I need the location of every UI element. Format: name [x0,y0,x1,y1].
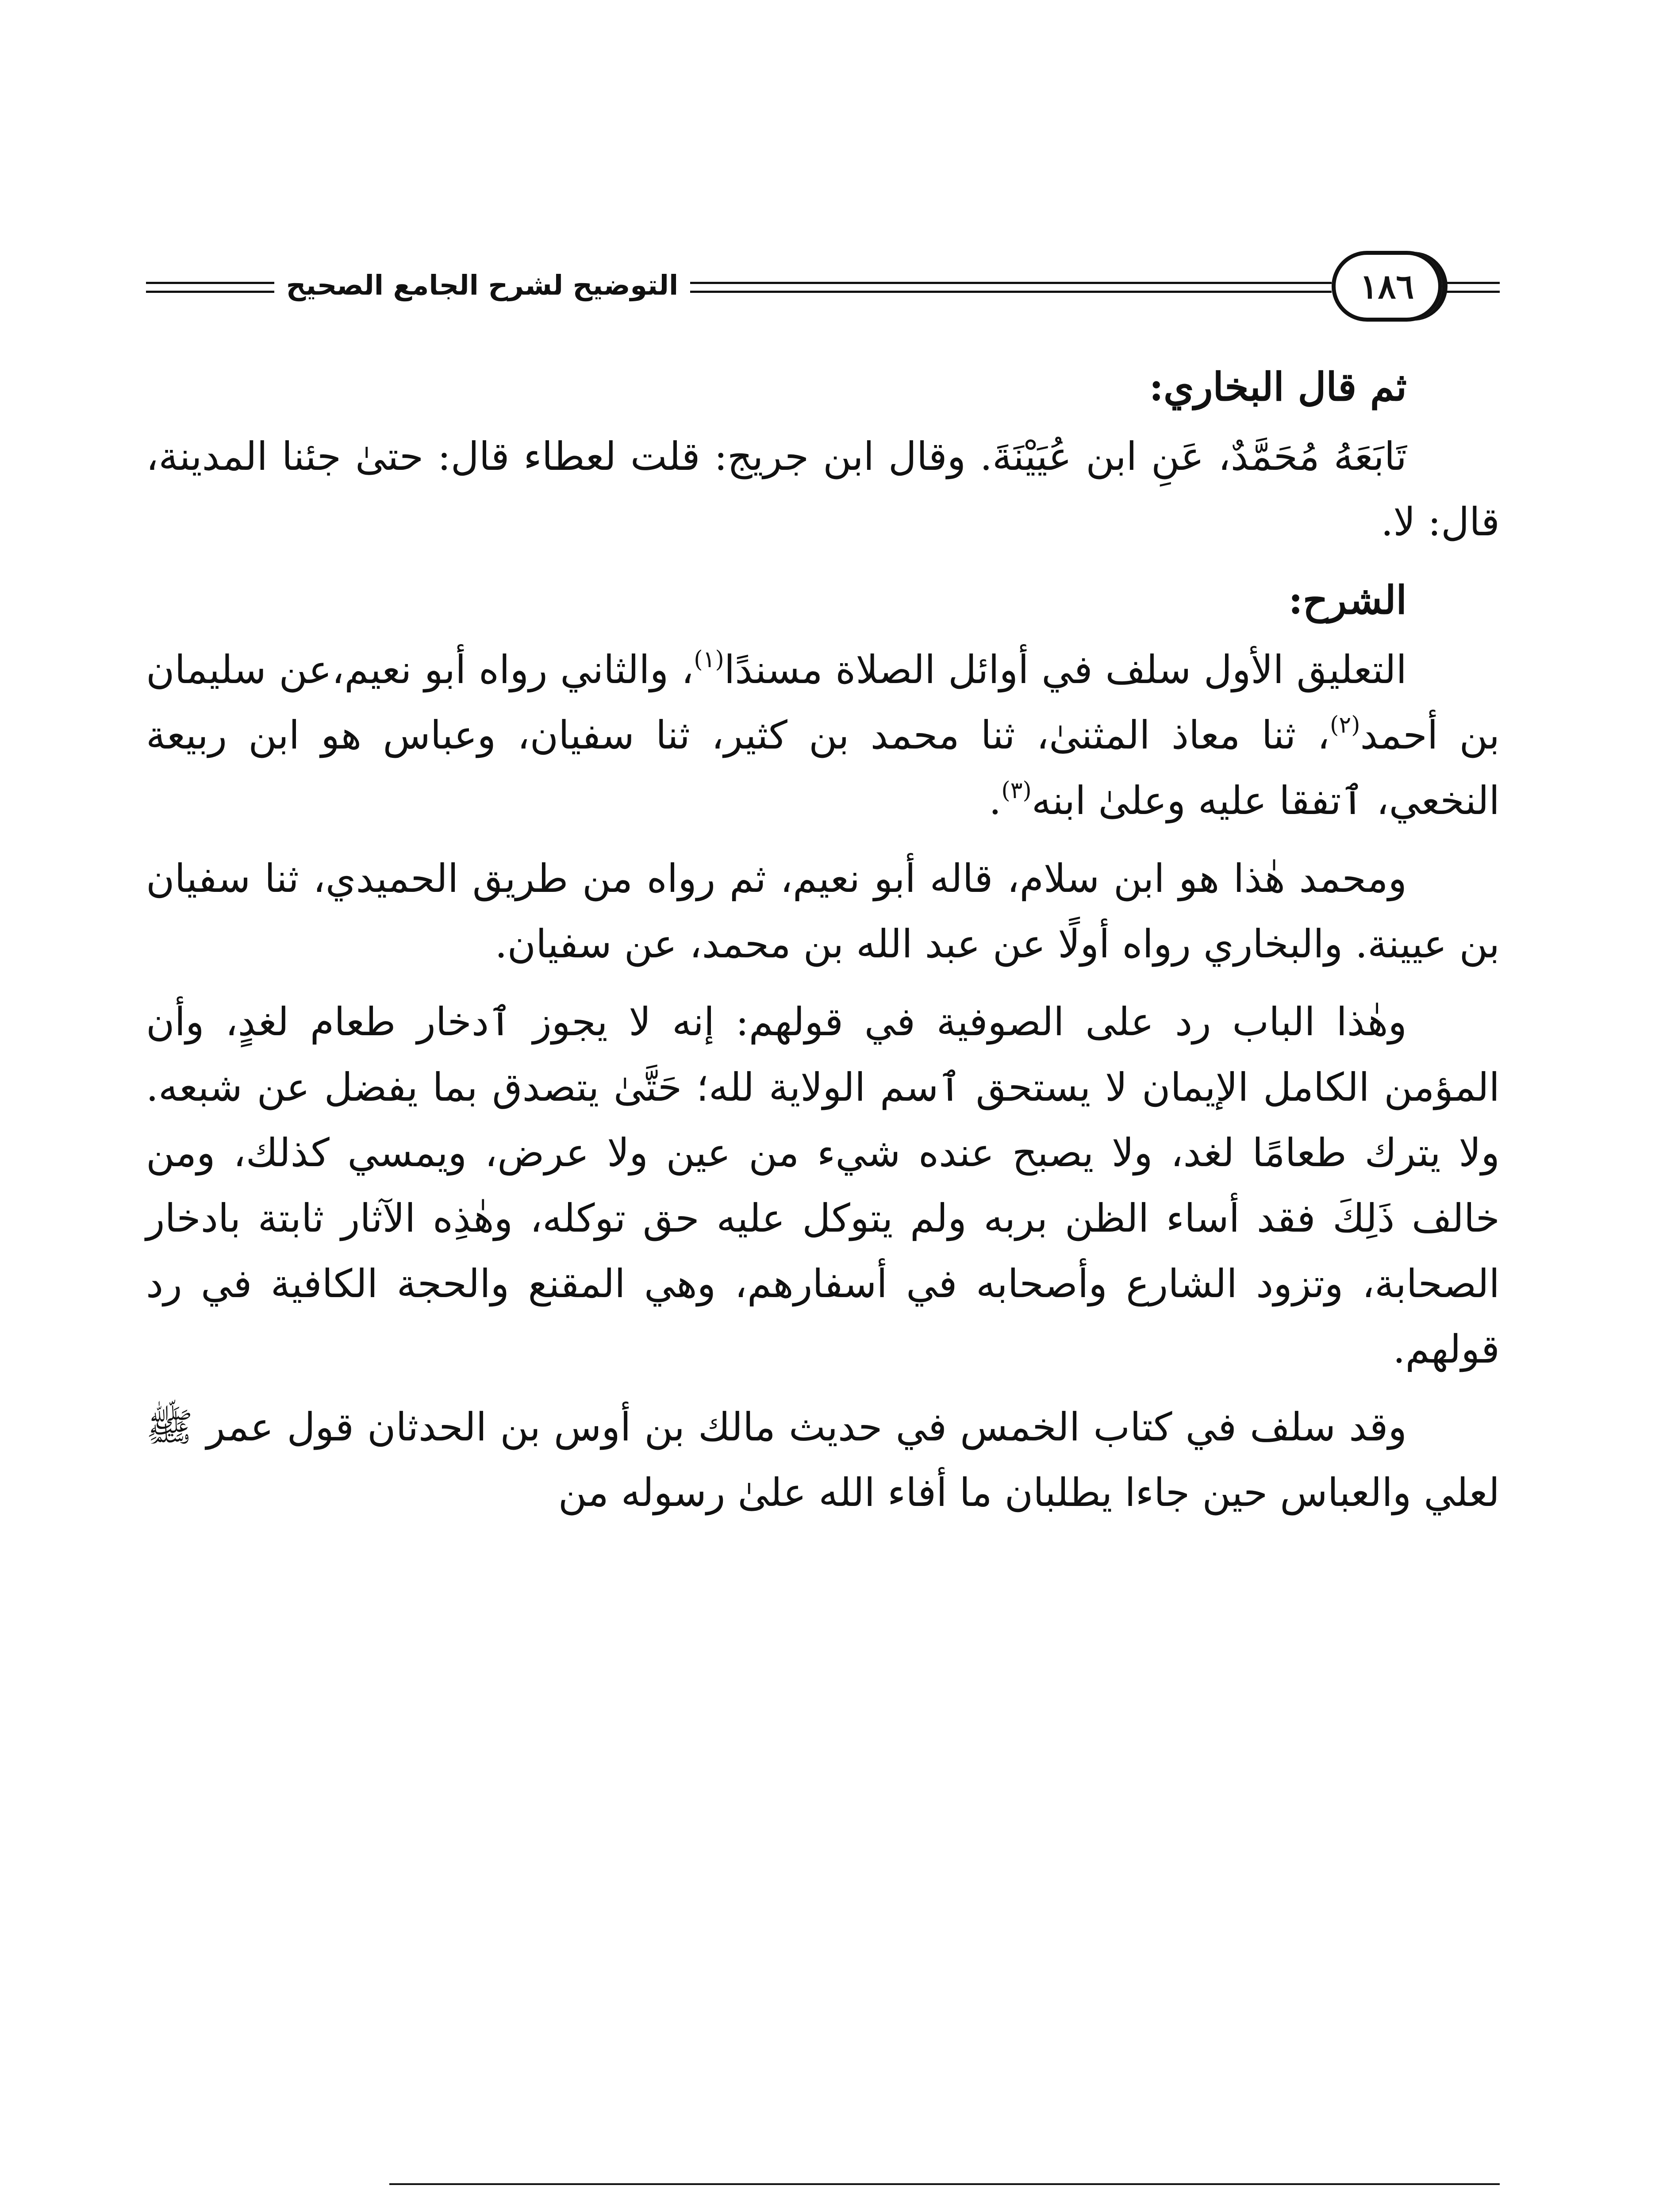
footnote-text [146,2205,1416,2212]
footnote [146,2205,1500,2212]
paragraph-text: ، والثاني رواه أبو نعيم،عن سليمان بن أحمد [146,647,1500,758]
header-rule [690,282,1332,284]
running-header [146,241,1500,330]
hadith-quote: تَابَعَهُ مُحَمَّدٌ، عَنِ ابن عُيَيْنَةَ. وقال ابن جريج: قلت لعطاء قال: حتىٰ جئنا المدينة، قال: لا. [146,434,1500,545]
paragraph: وهٰذا الباب رد على الصوفية في قولهم: إنه لا يجوز ٱدخار طعام لغدٍ، وأن المؤمن الكامل الإيمان لا يستحق ٱسم الولاية لله؛ حَتَّىٰ يتصدق بما يفضل عن شبعه. ولا يترك طعامًا لغد، ولا يصبح عنده شيء من عين ولا عرض، ويمسي كذلك، ومن خالف ذَلِكَ فقد أساء الظن بربه ولم يتوكل عليه حق توكله، وهٰذِه الآثار ثابتة بادخار الصحابة، وتزود الشارع وأصحابه في أسفارهم، وهي المقنع والحجة الكافية في رد قولهم. [146,999,1500,1372]
paragraph-text: ، ثنا معاذ المثنىٰ، ثنا محمد بن كثير، ثنا سفيان، وعباس هو ابن ربيعة النخعي، ٱتفقا عليه وعلىٰ ابنه [146,712,1500,823]
section-heading-bukhari: ثم قال البخاري: [1149,364,1407,410]
main-text [146,354,1500,1538]
footnote-reference: (٢) [1329,712,1360,738]
footnotes [146,2205,1500,2212]
header-rule [146,282,274,284]
paragraph [146,637,1500,833]
footnote-reference: (٣) [1001,777,1032,804]
paragraph-text: . [989,778,1002,823]
footnote-number [1416,2205,1500,2212]
paragraph-text: التعليق الأول سلف في أوائل الصلاة مسندًا [724,647,1407,692]
running-title: التوضيح لشرح الجامع الصحيح [286,269,679,301]
header-rule [690,291,1332,293]
section-heading-sharh: الشرح: [1288,577,1407,623]
paragraph: وقد سلف في كتاب الخمس في حديث مالك بن أوس بن الحدثان قول عمر ﷺ لعلي والعباس حين جاءا يطلبان ما أفاء الله علىٰ رسوله من [146,1404,1500,1515]
paragraph: ومحمد هٰذا هو ابن سلام، قاله أبو نعيم، ثم رواه من طريق الحميدي، ثنا سفيان بن عيينة. والبخاري رواه أولًا عن عبد الله بن محمد، عن سفيان. [146,856,1500,967]
header-rule [146,291,274,293]
page-number-badge: ١٨٦ [1332,251,1442,322]
footnote-reference: (١) [694,646,724,673]
header-rule [1442,282,1500,284]
footnote-separator [389,2183,1500,2185]
header-rule [1442,291,1500,293]
